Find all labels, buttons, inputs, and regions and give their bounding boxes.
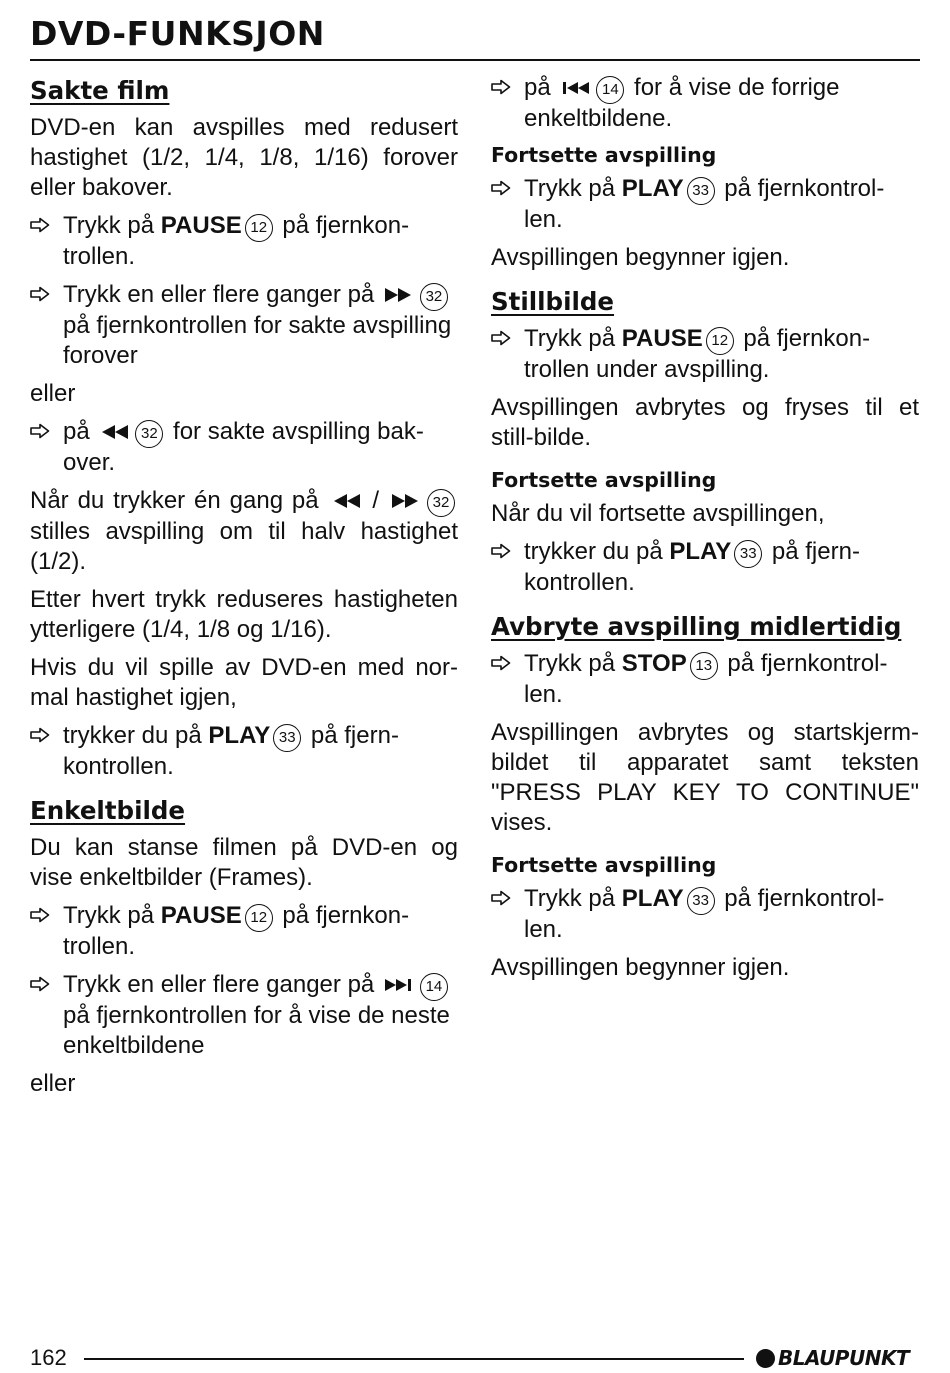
brand-logo — [756, 1346, 909, 1370]
instruction-step — [30, 970, 458, 1061]
fast-rewind-icon — [99, 424, 129, 440]
arrow-right-icon — [491, 180, 511, 196]
step-text: på fjernkontrollen for sakte avspilling forover — [63, 312, 452, 369]
step-text: Trykk på — [63, 212, 161, 239]
key-label: PAUSE — [621, 325, 703, 352]
circle-number-icon: 33 — [687, 887, 715, 915]
step-text: Trykk på — [524, 885, 622, 912]
instruction-step — [30, 721, 458, 782]
arrow-right-icon — [491, 655, 511, 671]
paragraph: Avspillingen avbrytes og fryses til et still-bilde. — [491, 394, 919, 451]
step-text: på fjern-kontrollen. — [524, 538, 860, 596]
section-heading-stillbilde: Stillbilde — [491, 287, 615, 316]
step-text: Trykk en eller flere ganger på — [63, 281, 381, 308]
paragraph: Avspillingen begynner igjen. — [491, 954, 790, 981]
instruction-step — [491, 537, 919, 598]
skip-previous-icon — [560, 80, 590, 96]
arrow-right-icon — [30, 286, 50, 302]
step-text: trykker du på — [524, 538, 670, 565]
page-title: DVD-FUNKSJON — [30, 14, 325, 53]
paragraph: eller — [30, 1070, 76, 1097]
instruction-step — [491, 649, 919, 710]
fast-rewind-icon — [331, 493, 361, 509]
step-text: på — [63, 418, 97, 445]
arrow-right-icon — [491, 79, 511, 95]
arrow-right-icon — [30, 217, 50, 233]
paragraph: Du kan stanse filmen på DVD-en og vise enkeltbilder (Frames). — [30, 834, 458, 891]
subheading: Fortsette avspilling — [491, 468, 717, 492]
key-label: PAUSE — [160, 212, 242, 239]
section-heading-sakte-film: Sakte film — [30, 76, 170, 105]
circle-number-icon: 33 — [273, 724, 301, 752]
paragraph: eller — [30, 380, 76, 407]
circle-number-icon: 14 — [596, 76, 624, 104]
arrow-right-icon — [30, 976, 50, 992]
paragraph: Hvis du vil spille av DVD-en med nor-mal hastighet igjen, — [30, 654, 458, 711]
step-text: på fjernkontrollen for å vise de neste enkeltbildene — [63, 1002, 450, 1059]
paragraph: Etter hvert trykk reduseres hastigheten ytterligere (1/4, 1/8 og 1/16). — [30, 586, 458, 643]
step-text: på fjernkontrol-len. — [524, 885, 885, 943]
paragraph-text: Når du trykker én gang på — [30, 487, 328, 514]
arrow-right-icon — [491, 890, 511, 906]
brand-name: BLAUPUNKT — [778, 1346, 910, 1370]
paragraph: Avspillingen avbrytes og startskjerm-bildet til apparatet samt teksten "PRESS PLAY KEY TO CONTINUE" vises. — [491, 719, 919, 836]
fast-forward-icon — [391, 493, 421, 509]
circle-number-icon: 32 — [427, 489, 455, 517]
step-text: Trykk på — [63, 902, 161, 929]
instruction-step — [491, 73, 919, 134]
arrow-right-icon — [30, 907, 50, 923]
step-text: på fjernkon-trollen under avspilling. — [524, 325, 871, 383]
paragraph: Når du vil fortsette avspillingen, — [491, 500, 825, 527]
key-label: PLAY — [669, 538, 732, 565]
brand-dot-icon — [756, 1349, 775, 1368]
instruction-step — [30, 280, 458, 371]
subheading: Fortsette avspilling — [491, 853, 717, 877]
arrow-right-icon — [30, 727, 50, 743]
key-label: PLAY — [621, 885, 684, 912]
step-text: på fjernkon-trollen. — [63, 902, 410, 960]
circle-number-icon: 12 — [706, 327, 734, 355]
step-text: Trykk en eller flere ganger på — [63, 971, 381, 998]
step-text: for å vise de forrige enkeltbildene. — [524, 74, 840, 132]
step-text: trykker du på — [63, 722, 209, 749]
step-text: Trykk på — [524, 325, 622, 352]
circle-number-icon: 14 — [420, 973, 448, 1001]
separator-text: / — [363, 487, 388, 514]
fast-forward-icon — [384, 287, 414, 303]
left-column — [30, 70, 458, 1107]
paragraph: DVD-en kan avspilles med redusert hastighet (1/2, 1/4, 1/8, 1/16) forover eller bakover. — [30, 114, 458, 201]
step-text: på fjern-kontrollen. — [63, 722, 399, 780]
arrow-right-icon — [491, 543, 511, 559]
page-number: 162 — [30, 1345, 67, 1370]
step-text: på fjernkon-trollen. — [63, 212, 410, 270]
instruction-step — [30, 417, 458, 478]
step-text: Trykk på — [524, 650, 622, 677]
circle-number-icon: 32 — [135, 420, 163, 448]
instruction-step — [30, 211, 458, 272]
circle-number-icon: 13 — [690, 652, 718, 680]
circle-number-icon: 12 — [245, 214, 273, 242]
right-column — [491, 70, 919, 991]
title-divider — [30, 59, 920, 61]
step-text: Trykk på — [524, 175, 622, 202]
step-text: på fjernkontrol-len. — [524, 650, 888, 708]
step-text: på fjernkontrol-len. — [524, 175, 885, 233]
skip-next-icon — [384, 977, 414, 993]
circle-number-icon: 32 — [420, 283, 448, 311]
instruction-step — [491, 324, 919, 385]
section-heading-enkeltbilde: Enkeltbilde — [30, 796, 186, 825]
arrow-right-icon — [491, 330, 511, 346]
key-label: PLAY — [621, 175, 684, 202]
circle-number-icon: 12 — [245, 904, 273, 932]
instruction-step — [30, 901, 458, 962]
step-text: på — [524, 74, 558, 101]
instruction-step — [491, 174, 919, 235]
arrow-right-icon — [30, 423, 50, 439]
footer-divider — [84, 1358, 744, 1360]
circle-number-icon: 33 — [734, 540, 762, 568]
section-heading-avbryte-avspilling: Avbryte avspilling midlertidig — [491, 612, 902, 641]
subheading: Fortsette avspilling — [491, 143, 717, 167]
circle-number-icon: 33 — [687, 177, 715, 205]
key-label: PAUSE — [160, 902, 242, 929]
instruction-step — [491, 884, 919, 945]
paragraph — [30, 486, 458, 577]
paragraph-text: stilles avspilling om til halv hastighet (1/2). — [30, 518, 458, 575]
key-label: STOP — [621, 650, 687, 677]
step-text: for sakte avspilling bak-over. — [63, 418, 424, 476]
paragraph: Avspillingen begynner igjen. — [491, 244, 790, 271]
key-label: PLAY — [208, 722, 271, 749]
